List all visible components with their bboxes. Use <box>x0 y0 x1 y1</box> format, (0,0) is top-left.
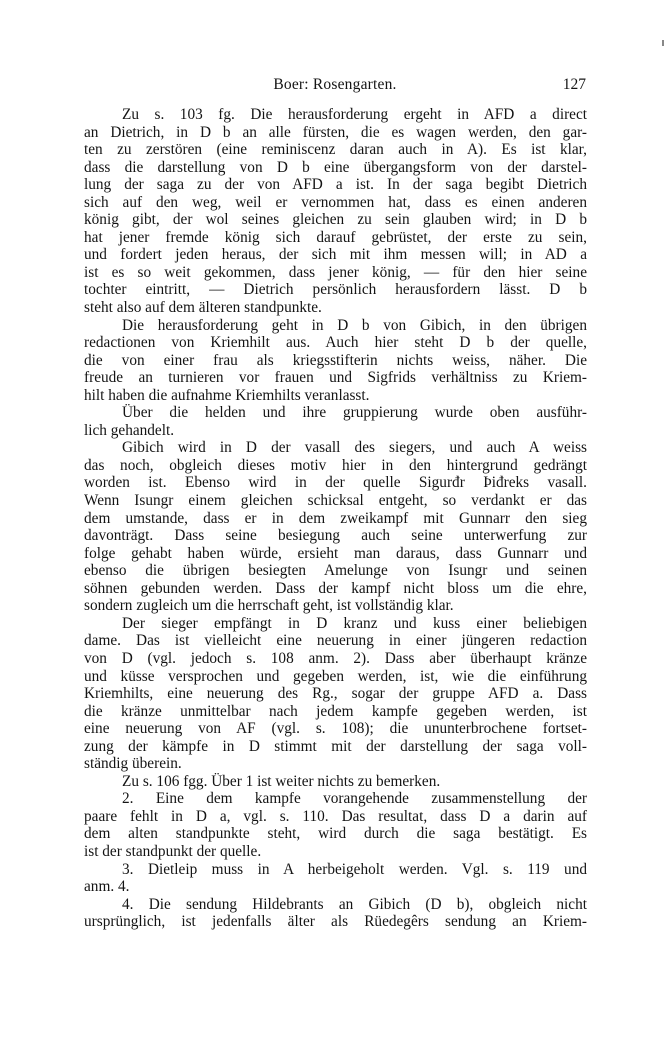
text-line: ist der standpunkt der quelle. <box>84 842 262 860</box>
text-line: ständig überein. <box>84 755 182 773</box>
text-line: worden ist. Ebenso wird in der quelle Sigurđr Þiđreks vasall. <box>84 474 587 492</box>
text-line: lung der saga zu der von AFD a ist. In der saga begibt Dietrich <box>84 176 587 194</box>
text-line: 3. Dietleip muss in A herbeigeholt werden. Vgl. s. 119 und <box>122 860 587 878</box>
text-line: davonträgt. Dass seine besiegung auch seine unterwerfung zur <box>84 527 587 545</box>
text-line: dem alten standpunkte steht, wird durch die saga bestätigt. Es <box>84 825 587 843</box>
text-line: lich gehandelt. <box>84 421 175 439</box>
text-line: eine neuerung von AF (vgl. s. 108); die ununterbrochene fortset- <box>84 720 587 738</box>
text-line: steht also auf dem älteren standpunkte. <box>84 299 322 317</box>
text-line: könig gibt, der wol seines gleichen zu sein glauben wird; in D b <box>84 211 587 229</box>
text-line: zung der kämpfe in D stimmt mit der darstellung der saga voll- <box>84 737 587 755</box>
text-line: Der sieger empfängt in D kranz und kuss einer beliebigen <box>122 614 587 632</box>
text-line: paare fehlt in D a, vgl. s. 110. Das resultat, dass D a darin auf <box>84 807 587 825</box>
text-line: die von einer frau als kriegsstifterin nichts weiss, näher. Die <box>84 351 587 369</box>
text-line: Gibich wird in D der vasall des siegers, und auch A weiss <box>122 439 587 457</box>
text-line: 4. Die sendung Hildebrants an Gibich (D b), obgleich nicht <box>122 895 587 913</box>
text-line: 2. Eine dem kampfe vorangehende zusammenstellung der <box>122 790 587 808</box>
text-line: an Dietrich, in D b an alle fürsten, die es wagen werden, den gar- <box>84 123 587 141</box>
page-header <box>84 76 586 98</box>
text-line: Zu s. 106 fgg. Über 1 ist weiter nichts zu bemerken. <box>122 772 441 790</box>
text-line: anm. 4. <box>84 878 130 896</box>
text-line: ebenso die übrigen besiegten Amelunge von Isungr und seinen <box>84 562 587 580</box>
text-line: und küsse versprochen und gegeben werden, ist, wie die einführung <box>84 667 587 685</box>
text-line: tochter eintritt, — Dietrich persönlich herausfordern lässt. D b <box>84 281 587 299</box>
running-title: Boer: Rosengarten. <box>273 76 397 93</box>
text-line: ursprünglich, ist jedenfalls älter als Rüedegêrs sendung an Kriem- <box>84 913 587 931</box>
text-line: dame. Das ist vielleicht eine neuerung in einer jüngeren redaction <box>84 632 587 650</box>
text-line: Wenn Isungr einem gleichen schicksal entgeht, so verdankt er das <box>84 492 587 510</box>
body-text <box>84 106 587 931</box>
text-line: sondern zugleich um die herrschaft geht, ist vollständig klar. <box>84 597 454 615</box>
text-line: freude an turnieren vor frauen und Sigfrids verhältniss zu Kriem- <box>84 369 587 387</box>
text-line: die kränze unmittelbar nach jedem kampfe gegeben werden, ist <box>84 702 587 720</box>
text-line: söhnen gebunden werden. Dass der kampf nicht bloss um die ehre, <box>84 579 587 597</box>
text-line: Zu s. 103 fg. Die herausforderung ergeht in AFD a direct <box>122 106 587 123</box>
text-line: das noch, obgleich dieses motiv hier in den hintergrund gedrängt <box>84 456 587 474</box>
margin-mark <box>662 40 664 46</box>
text-line: Die herausforderung geht in D b von Gibich, in den übrigen <box>122 316 587 334</box>
text-line: Über die helden und ihre gruppierung wurde oben ausführ- <box>122 404 587 422</box>
text-line: sich auf den weg, weil er vernommen hat, dass es einen anderen <box>84 193 587 211</box>
text-line: ist es so weit gekommen, dass jener könig, — für den hier seine <box>84 263 587 281</box>
page-number: 127 <box>562 76 586 93</box>
text-line: ten zu zerstören (eine reminiscenz daran auch in A). Es ist klar, <box>84 141 587 159</box>
text-line: hilt haben die aufnahme Kriemhilts veranlasst. <box>84 386 370 404</box>
text-line: und fordert jeden heraus, der sich mit ihm messen will; in AD a <box>84 246 587 264</box>
text-line: redactionen von Kriemhilt aus. Auch hier steht D b der quelle, <box>84 334 587 352</box>
text-line: Kriemhilts, eine neuerung des Rg., sogar der gruppe AFD a. Dass <box>84 685 587 703</box>
text-line: folge gehabt haben würde, ersieht man daraus, dass Gunnarr und <box>84 544 587 562</box>
text-line: dass die darstellung von D b eine übergangsform von der darstel- <box>84 158 587 176</box>
text-line: dem umstande, dass er in dem zweikampf mit Gunnarr den sieg <box>84 509 587 527</box>
text-line: hat jener fremde könig sich darauf gebrüstet, der erste zu sein, <box>84 228 587 246</box>
text-line: von D (vgl. jedoch s. 108 anm. 2). Dass aber überhaupt kränze <box>84 649 587 667</box>
